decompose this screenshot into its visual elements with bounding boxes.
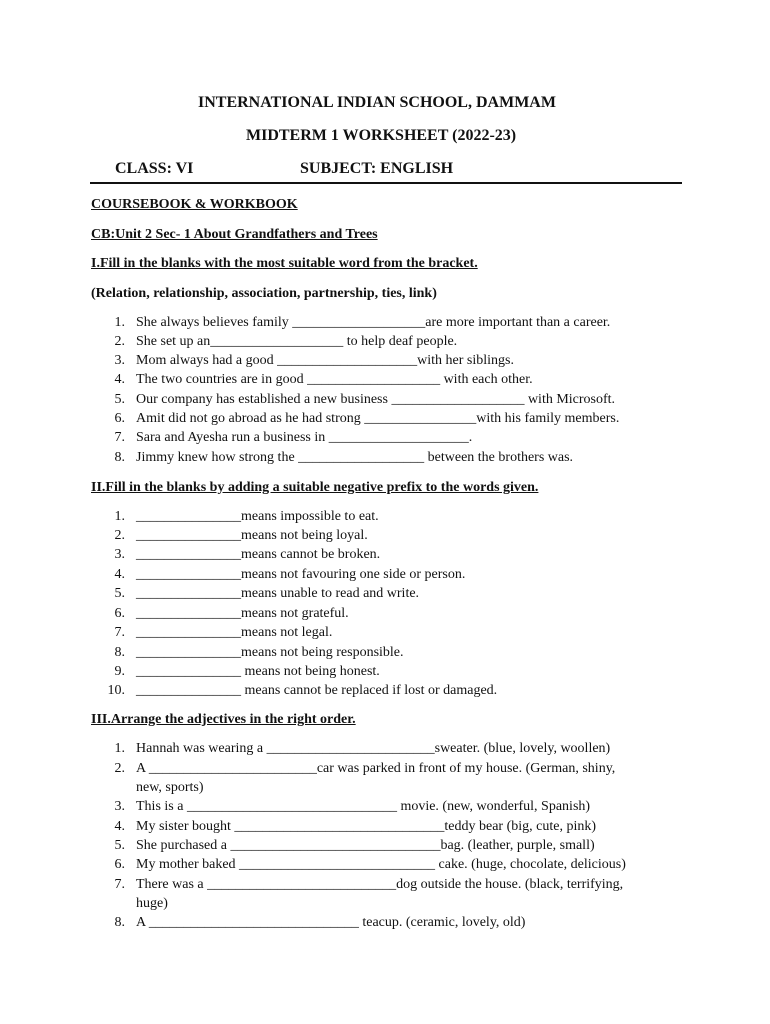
list-item-number: 9.	[114, 664, 125, 679]
list-item: _______________ means cannot be replaced if lost or damaged.	[136, 683, 498, 698]
list-item: She set up an___________________ to help deaf people.	[136, 334, 458, 349]
list-item-number: 6.	[114, 857, 125, 872]
list-item: _______________means not being responsible.	[136, 645, 404, 660]
list-item: _______________means not favouring one side or person.	[136, 567, 466, 582]
list-item-number: 2.	[114, 528, 125, 543]
list-item: My sister bought ______________________________teddy bear (big, cute, pink)	[136, 819, 597, 834]
list-item: Hannah was wearing a ________________________sweater. (blue, lovely, woollen)	[136, 741, 611, 756]
coursebook-heading: COURSEBOOK & WORKBOOK	[91, 197, 298, 212]
list-item: _______________means impossible to eat.	[136, 509, 379, 524]
list-item-number: 1.	[114, 315, 125, 330]
list-item-number: 1.	[114, 741, 125, 756]
list-item-number: 7.	[114, 430, 125, 445]
list-item-number: 8.	[114, 645, 125, 660]
list-item: _______________means not grateful.	[136, 606, 349, 621]
section2-title: II.Fill in the blanks by adding a suitable negative prefix to the words given.	[91, 480, 539, 495]
list-item: _______________ means not being honest.	[136, 664, 380, 679]
list-item-number: 3.	[114, 353, 125, 368]
list-item-number: 3.	[114, 547, 125, 562]
list-item-number: 3.	[114, 799, 125, 814]
list-item-number: 7.	[114, 625, 125, 640]
list-item: My mother baked ____________________________ cake. (huge, chocolate, delicious)	[136, 857, 626, 872]
list-item: There was a ___________________________dog outside the house. (black, terrifying,	[136, 877, 624, 892]
list-item-number: 2.	[114, 761, 125, 776]
list-item-number: 5.	[114, 392, 125, 407]
school-name: INTERNATIONAL INDIAN SCHOOL, DAMMAM	[198, 94, 556, 111]
list-item: She always believes family ___________________are more important than a career.	[136, 315, 611, 330]
subject-label: SUBJECT: ENGLISH	[300, 160, 454, 177]
list-item: A ________________________car was parked in front of my house. (German, shiny,	[136, 761, 616, 776]
worksheet-title: MIDTERM 1 WORKSHEET (2022-23)	[246, 127, 517, 144]
list-item-number: 1.	[114, 509, 125, 524]
class-label: CLASS: VI	[115, 160, 194, 177]
list-item: A ______________________________ teacup. (ceramic, lovely, old)	[136, 915, 526, 930]
list-item-number: 2.	[114, 334, 125, 349]
list-item-number: 4.	[114, 567, 125, 582]
list-item-number: 4.	[114, 819, 125, 834]
list-item-number: 5.	[114, 586, 125, 601]
header-divider	[90, 182, 682, 184]
unit-heading: CB:Unit 2 Sec- 1 About Grandfathers and Trees	[91, 227, 378, 242]
list-item: This is a ______________________________ movie. (new, wonderful, Spanish)	[136, 799, 591, 814]
list-item: Mom always had a good ____________________with her siblings.	[136, 353, 514, 368]
list-item: _______________means unable to read and write.	[136, 586, 420, 601]
list-item: _______________means not being loyal.	[136, 528, 368, 543]
list-item: She purchased a ______________________________bag. (leather, purple, small)	[136, 838, 595, 853]
list-item-continuation: new, sports)	[136, 780, 204, 795]
list-item-number: 8.	[114, 450, 125, 465]
list-item: The two countries are in good ___________________ with each other.	[136, 372, 533, 387]
list-item: _______________means not legal.	[136, 625, 333, 640]
list-item-continuation: huge)	[136, 896, 168, 911]
list-item-number: 10.	[107, 683, 125, 698]
list-item: _______________means cannot be broken.	[136, 547, 381, 562]
list-item: Our company has established a new business ___________________ with Microsoft.	[136, 392, 616, 407]
list-item: Jimmy knew how strong the __________________ between the brothers was.	[136, 450, 574, 465]
list-item-number: 4.	[114, 372, 125, 387]
section1-title: I.Fill in the blanks with the most suitable word from the bracket.	[91, 256, 478, 271]
list-item-number: 8.	[114, 915, 125, 930]
list-item-number: 6.	[114, 606, 125, 621]
list-item: Amit did not go abroad as he had strong ________________with his family members.	[136, 411, 620, 426]
section3-title: III.Arrange the adjectives in the right order.	[91, 712, 356, 727]
list-item-number: 5.	[114, 838, 125, 853]
section1-word-options: (Relation, relationship, association, partnership, ties, link)	[91, 286, 437, 301]
list-item-number: 6.	[114, 411, 125, 426]
list-item: Sara and Ayesha run a business in ____________________.	[136, 430, 473, 445]
list-item-number: 7.	[114, 877, 125, 892]
